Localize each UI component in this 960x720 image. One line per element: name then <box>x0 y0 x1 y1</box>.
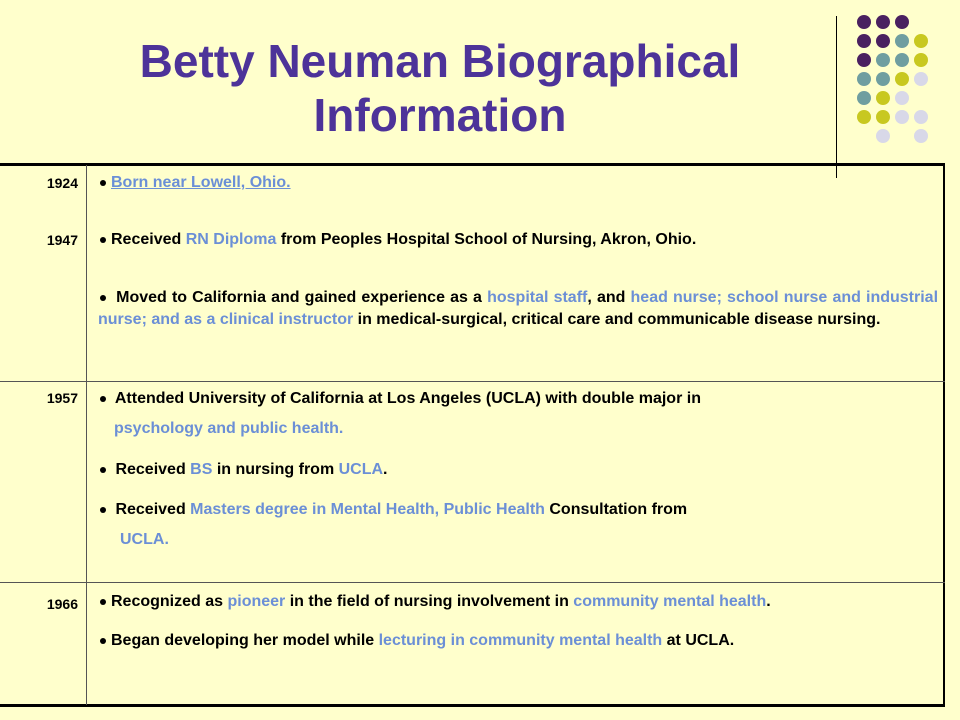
event-text: RN Diploma <box>185 231 277 248</box>
event-item <box>98 388 938 410</box>
decor-dot <box>895 34 909 48</box>
event-text: , and <box>587 289 631 306</box>
bullet-icon <box>100 295 106 301</box>
decor-dot <box>876 53 890 67</box>
event-item <box>98 229 938 251</box>
event-item <box>98 459 938 481</box>
bullet-icon <box>100 638 106 644</box>
event-item <box>98 287 938 331</box>
decor-vertical-line <box>836 16 837 178</box>
bullet-icon <box>100 396 106 402</box>
event-text: in the field of nursing involvement in <box>285 593 574 610</box>
event-text: Began developing her model while <box>111 632 379 649</box>
year-cell: 1966 <box>46 596 78 612</box>
column-separator <box>86 165 87 705</box>
decor-dot <box>857 91 871 105</box>
event-text: from Peoples Hospital School of Nursing, Akron, Ohio. <box>276 231 697 248</box>
bullet-icon <box>100 507 106 513</box>
event-text: Moved to California and gained experience as a <box>111 289 488 306</box>
decor-dot <box>895 15 909 29</box>
row-divider <box>0 582 945 583</box>
decor-dot <box>895 53 909 67</box>
event-text: Received <box>111 461 191 478</box>
title-line-2: Information <box>313 89 567 141</box>
bullet-icon <box>100 467 106 473</box>
bullet-icon <box>100 237 106 243</box>
slide-title <box>60 34 820 142</box>
event-item <box>98 591 938 613</box>
event-text: in nursing from <box>212 461 339 478</box>
event-text: Received <box>111 231 186 248</box>
event-text: Recognized as <box>111 593 228 610</box>
decor-dot <box>857 110 871 124</box>
decor-dot <box>876 72 890 86</box>
decor-dot <box>857 72 871 86</box>
title-line-1: Betty Neuman Biographical <box>139 35 741 87</box>
event-item <box>98 172 938 194</box>
row-divider <box>0 381 945 382</box>
event-text: lecturing in community mental health <box>378 632 663 649</box>
event-text: Received <box>111 501 191 518</box>
decor-dot <box>876 129 890 143</box>
year-cell: 1957 <box>46 390 78 406</box>
decor-dot <box>914 72 928 86</box>
event-text: community mental health <box>573 593 767 610</box>
event-item <box>98 630 938 652</box>
decor-dot <box>857 34 871 48</box>
event-text: . <box>766 593 771 610</box>
event-text: at UCLA. <box>662 632 735 649</box>
bullet-icon <box>100 180 106 186</box>
decor-dot <box>876 110 890 124</box>
event-text: pioneer <box>227 593 286 610</box>
decor-dot <box>876 34 890 48</box>
year-cell: 1924 <box>46 175 78 191</box>
decor-dot <box>914 129 928 143</box>
decor-dot <box>914 34 928 48</box>
decor-dot <box>876 15 890 29</box>
event-text: hospital staff <box>487 289 588 306</box>
event-text: Consultation from <box>544 501 688 518</box>
event-text: Attended University of California at Los Angeles (UCLA) with double major in <box>111 390 701 407</box>
decor-dot <box>914 110 928 124</box>
decor-dot <box>876 91 890 105</box>
event-text: UCLA <box>338 461 384 478</box>
event-text: head nurse; school nurse and industrial nurse; and as a clinical instructor <box>98 289 939 328</box>
decor-dot <box>857 15 871 29</box>
decor-dot <box>895 72 909 86</box>
bullet-icon <box>100 599 106 605</box>
event-continuation: UCLA. <box>120 531 169 548</box>
decor-dot <box>895 91 909 105</box>
event-text: Masters degree in Mental Health, Public Health <box>190 501 545 518</box>
event-text: . <box>383 461 388 478</box>
event-text: BS <box>190 461 213 478</box>
year-cell: 1947 <box>46 232 78 248</box>
event-link[interactable]: Born near Lowell, Ohio. <box>111 174 291 191</box>
decor-dot <box>914 53 928 67</box>
event-item <box>98 499 938 521</box>
decor-dot <box>895 110 909 124</box>
decor-dot <box>857 53 871 67</box>
event-continuation: psychology and public health. <box>114 420 344 437</box>
event-text: in medical-surgical, critical care and communicable disease nursing. <box>353 311 881 328</box>
